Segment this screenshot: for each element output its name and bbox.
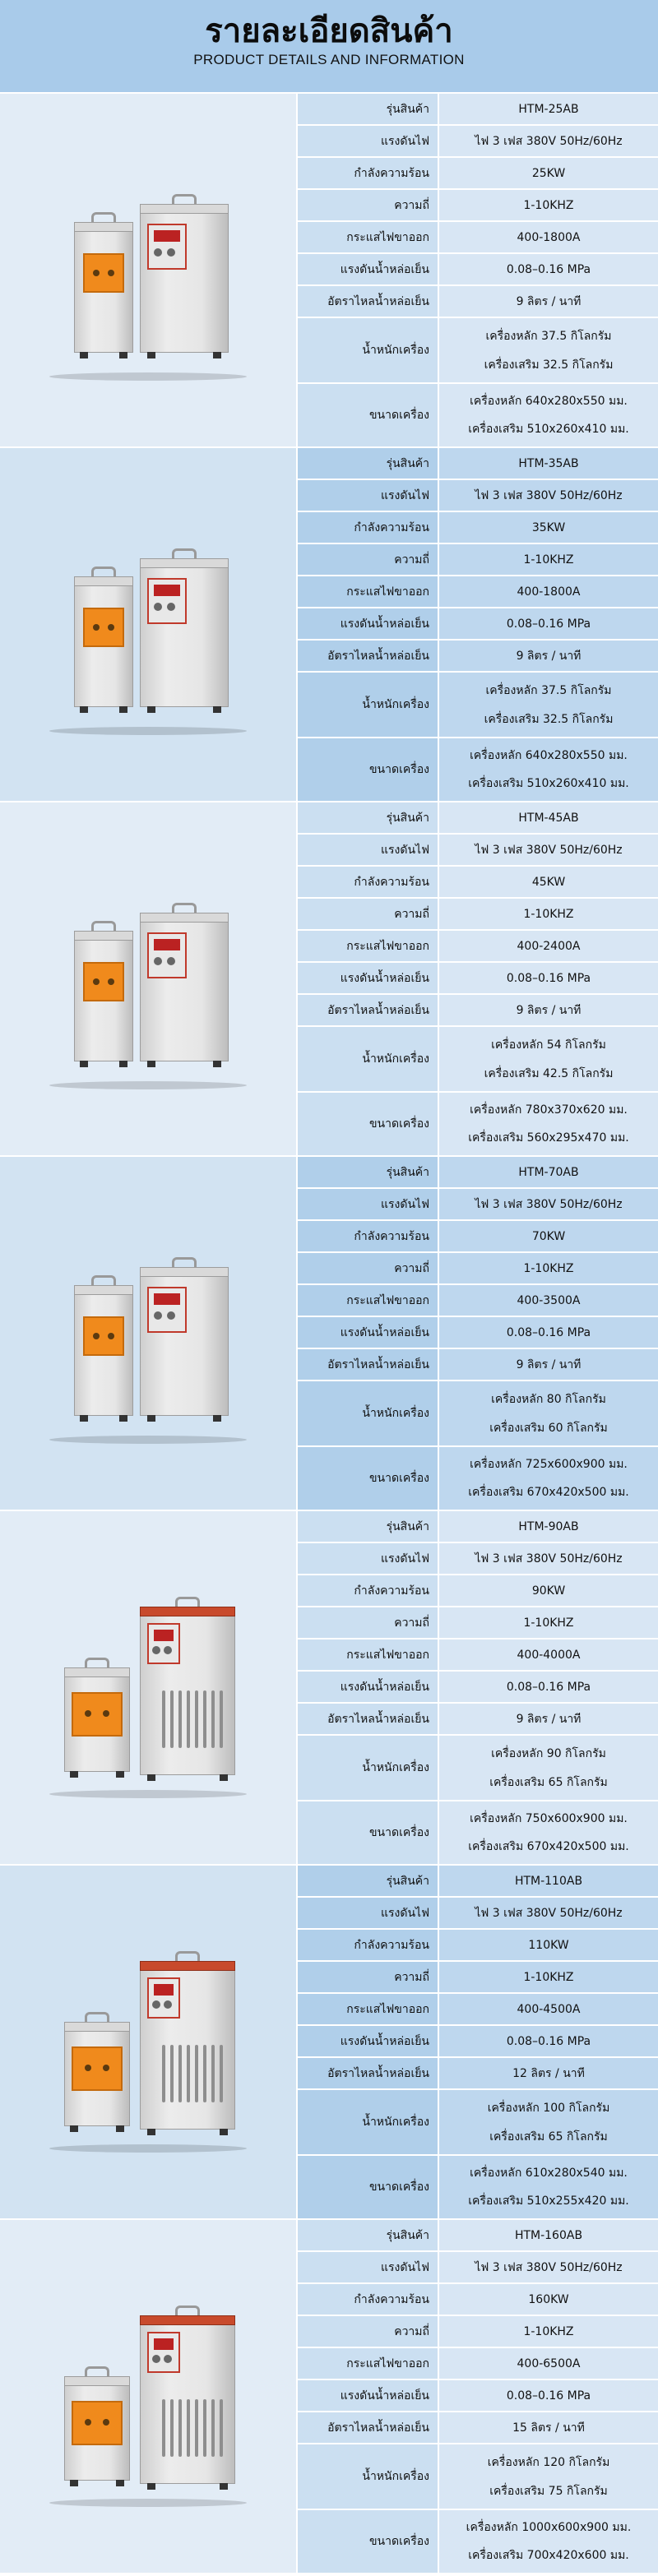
spec-row-dimensions: [298, 738, 658, 801]
spec-value-dimensions: [439, 738, 658, 801]
spec-value-cooling-pressure: 0.08–0.16 MPa: [439, 963, 658, 993]
spec-value-cooling-flow: 9 ลิตร / นาที: [439, 286, 658, 317]
spec-row-output-current: [298, 2348, 658, 2380]
spec-row-weight: [298, 2444, 658, 2510]
spec-value-power-supply: ไฟ 3 เฟส 380V 50Hz/60Hz: [439, 1543, 658, 1574]
spec-row-model: [298, 1511, 658, 1543]
spec-label: กระแสไฟขาออก: [298, 222, 439, 252]
spec-row-dimensions: [298, 2156, 658, 2218]
spec-value-model: HTM-45AB: [439, 802, 658, 833]
spec-row-frequency: [298, 899, 658, 931]
spec-value-frequency: 1-10KHZ: [439, 190, 658, 220]
spec-row-model: [298, 1157, 658, 1189]
spec-value-output-current: 400-4000A: [439, 1639, 658, 1670]
spec-value-aux: เครื่องเสริม 42.5 กิโลกรัม: [484, 1066, 614, 1080]
spec-value-main: เครื่องหลัก 750x600x900 มม.: [470, 1812, 628, 1825]
spec-label: แรงดันน้ำหล่อเย็น: [298, 1317, 439, 1348]
spec-label: ความถี่: [298, 190, 439, 220]
product-list: [0, 92, 658, 2573]
spec-label: รุ่นสินค้า: [298, 802, 439, 833]
spec-value-output-current: 400-1800A: [439, 576, 658, 607]
spec-row-model: [298, 448, 658, 480]
spec-row-output-current: [298, 931, 658, 963]
spec-value-main: เครื่องหลัก 780x370x620 มม.: [470, 1103, 628, 1117]
spec-row-power-supply: [298, 1189, 658, 1221]
spec-value-main: เครื่องหลัก 80 กิโลกรัม: [491, 1392, 606, 1406]
spec-row-weight: [298, 318, 658, 384]
spec-label: แรงดันน้ำหล่อเย็น: [298, 963, 439, 993]
spec-row-dimensions: [298, 384, 658, 446]
spec-label: กำลังความร้อน: [298, 158, 439, 188]
spec-row-weight: [298, 1381, 658, 1447]
induction-heater-image: [41, 1235, 255, 1432]
spec-row-cooling-flow: [298, 2412, 658, 2444]
spec-label: รุ่นสินค้า: [298, 1511, 439, 1542]
spec-value-heating-power: 35KW: [439, 512, 658, 543]
spec-label: อัตราไหลน้ำหล่อเย็น: [298, 286, 439, 317]
spec-row-power-supply: [298, 126, 658, 158]
spec-label: แรงดันไฟ: [298, 1543, 439, 1574]
spec-label: ความถี่: [298, 1962, 439, 1992]
spec-value-cooling-flow: 15 ลิตร / นาที: [439, 2412, 658, 2443]
spec-value-heating-power: 45KW: [439, 867, 658, 897]
spec-label: ขนาดเครื่อง: [298, 2156, 439, 2218]
spec-table: [298, 2220, 658, 2573]
induction-heater-image: [41, 881, 255, 1078]
spec-value-frequency: 1-10KHZ: [439, 899, 658, 929]
spec-label: น้ำหนักเครื่อง: [298, 1381, 439, 1445]
spec-label: กำลังความร้อน: [298, 512, 439, 543]
spec-value-aux: เครื่องเสริม 510x260x410 มม.: [468, 423, 629, 436]
spec-value-output-current: 400-3500A: [439, 1285, 658, 1316]
spec-value-weight: [439, 1381, 658, 1445]
spec-label: รุ่นสินค้า: [298, 1157, 439, 1187]
spec-label: กำลังความร้อน: [298, 2284, 439, 2315]
spec-row-output-current: [298, 1994, 658, 2026]
spec-row-model: [298, 94, 658, 126]
spec-value-power-supply: ไฟ 3 เฟส 380V 50Hz/60Hz: [439, 1898, 658, 1928]
spec-row-model: [298, 802, 658, 835]
spec-row-power-supply: [298, 480, 658, 512]
product-photo: [0, 448, 298, 801]
spec-value-dimensions: [439, 1801, 658, 1864]
spec-value-model: HTM-110AB: [439, 1866, 658, 1896]
spec-value-aux: เครื่องเสริม 60 กิโลกรัม: [489, 1421, 608, 1435]
spec-value-model: HTM-70AB: [439, 1157, 658, 1187]
spec-label: แรงดันไฟ: [298, 126, 439, 156]
spec-value-cooling-flow: 12 ลิตร / นาที: [439, 2058, 658, 2088]
spec-label: ความถี่: [298, 1607, 439, 1638]
spec-row-heating-power: [298, 2284, 658, 2316]
spec-table: [298, 802, 658, 1155]
spec-value-model: HTM-25AB: [439, 94, 658, 124]
spec-label: กำลังความร้อน: [298, 1575, 439, 1606]
spec-label: ความถี่: [298, 899, 439, 929]
spec-value-cooling-pressure: 0.08–0.16 MPa: [439, 1317, 658, 1348]
spec-value-power-supply: ไฟ 3 เฟส 380V 50Hz/60Hz: [439, 835, 658, 865]
spec-value-power-supply: ไฟ 3 เฟส 380V 50Hz/60Hz: [439, 2252, 658, 2282]
spec-row-output-current: [298, 1285, 658, 1317]
spec-value-aux: เครื่องเสริม 510x260x410 มม.: [468, 777, 629, 790]
spec-value-main: เครื่องหลัก 100 กิโลกรัม: [487, 2101, 610, 2115]
spec-table: [298, 448, 658, 801]
spec-value-weight: [439, 673, 658, 737]
spec-row-dimensions: [298, 1447, 658, 1510]
spec-value-dimensions: [439, 1093, 658, 1155]
spec-row-cooling-flow: [298, 2058, 658, 2090]
product-photo: [0, 802, 298, 1155]
spec-value-model: HTM-90AB: [439, 1511, 658, 1542]
spec-row-cooling-flow: [298, 286, 658, 318]
spec-label: น้ำหนักเครื่อง: [298, 2090, 439, 2154]
product-block: [0, 1510, 658, 1864]
spec-label: แรงดันไฟ: [298, 835, 439, 865]
spec-label: แรงดันไฟ: [298, 480, 439, 511]
spec-value-weight: [439, 2090, 658, 2154]
spec-label: กำลังความร้อน: [298, 1221, 439, 1251]
spec-label: แรงดันน้ำหล่อเย็น: [298, 2380, 439, 2411]
spec-label: อัตราไหลน้ำหล่อเย็น: [298, 1704, 439, 1734]
product-photo: [0, 1157, 298, 1510]
spec-value-heating-power: 110KW: [439, 1930, 658, 1960]
product-block: [0, 801, 658, 1155]
induction-heater-image: [41, 2298, 255, 2495]
spec-label: น้ำหนักเครื่อง: [298, 1027, 439, 1091]
spec-value-aux: เครื่องเสริม 65 กิโลกรัม: [489, 1775, 608, 1789]
spec-value-frequency: 1-10KHZ: [439, 1253, 658, 1283]
induction-heater-image: [41, 1589, 255, 1787]
spec-value-aux: เครื่องเสริม 560x295x470 มม.: [468, 1131, 629, 1145]
spec-value-weight: [439, 1736, 658, 1800]
spec-table: [298, 94, 658, 446]
spec-row-dimensions: [298, 2510, 658, 2573]
spec-row-heating-power: [298, 1221, 658, 1253]
spec-value-cooling-flow: 9 ลิตร / นาที: [439, 1704, 658, 1734]
spec-row-weight: [298, 1736, 658, 1801]
spec-value-output-current: 400-2400A: [439, 931, 658, 961]
product-block: [0, 1155, 658, 1510]
spec-value-power-supply: ไฟ 3 เฟส 380V 50Hz/60Hz: [439, 126, 658, 156]
spec-row-cooling-pressure: [298, 963, 658, 995]
spec-label: กระแสไฟขาออก: [298, 1994, 439, 2024]
spec-label: ขนาดเครื่อง: [298, 1093, 439, 1155]
spec-value-dimensions: [439, 2156, 658, 2218]
spec-value-heating-power: 90KW: [439, 1575, 658, 1606]
spec-value-weight: [439, 318, 658, 382]
spec-label: อัตราไหลน้ำหล่อเย็น: [298, 995, 439, 1025]
spec-row-cooling-pressure: [298, 608, 658, 641]
spec-value-frequency: 1-10KHZ: [439, 544, 658, 575]
spec-label: น้ำหนักเครื่อง: [298, 1736, 439, 1800]
spec-label: อัตราไหลน้ำหล่อเย็น: [298, 641, 439, 671]
spec-label: ขนาดเครื่อง: [298, 738, 439, 801]
spec-value-output-current: 400-6500A: [439, 2348, 658, 2379]
page-title: รายละเอียดสินค้า: [205, 12, 453, 50]
spec-value-heating-power: 70KW: [439, 1221, 658, 1251]
spec-row-heating-power: [298, 867, 658, 899]
page-subtitle: PRODUCT DETAILS AND INFORMATION: [193, 52, 465, 67]
induction-heater-image: [41, 1944, 255, 2141]
spec-value-main: เครื่องหลัก 640x280x550 มม.: [470, 749, 628, 762]
spec-value-cooling-pressure: 0.08–0.16 MPa: [439, 1672, 658, 1702]
spec-row-heating-power: [298, 512, 658, 544]
product-photo: [0, 1866, 298, 2218]
spec-label: แรงดันน้ำหล่อเย็น: [298, 254, 439, 284]
spec-value-main: เครื่องหลัก 120 กิโลกรัม: [487, 2455, 610, 2469]
spec-row-frequency: [298, 544, 658, 576]
spec-row-cooling-flow: [298, 1349, 658, 1381]
spec-label: อัตราไหลน้ำหล่อเย็น: [298, 1349, 439, 1380]
spec-label: น้ำหนักเครื่อง: [298, 318, 439, 382]
spec-value-power-supply: ไฟ 3 เฟส 380V 50Hz/60Hz: [439, 1189, 658, 1219]
spec-label: กำลังความร้อน: [298, 1930, 439, 1960]
product-photo: [0, 2220, 298, 2573]
spec-label: กระแสไฟขาออก: [298, 2348, 439, 2379]
spec-row-dimensions: [298, 1801, 658, 1864]
spec-row-output-current: [298, 222, 658, 254]
spec-row-cooling-pressure: [298, 254, 658, 286]
spec-value-main: เครื่องหลัก 54 กิโลกรัม: [491, 1038, 606, 1052]
spec-value-main: เครื่องหลัก 90 กิโลกรัม: [491, 1746, 606, 1760]
spec-label: กระแสไฟขาออก: [298, 931, 439, 961]
spec-value-aux: เครื่องเสริม 32.5 กิโลกรัม: [484, 712, 614, 726]
spec-value-dimensions: [439, 2510, 658, 2573]
spec-value-cooling-pressure: 0.08–0.16 MPa: [439, 2026, 658, 2056]
spec-label: แรงดันน้ำหล่อเย็น: [298, 2026, 439, 2056]
spec-row-power-supply: [298, 1543, 658, 1575]
spec-table: [298, 1511, 658, 1864]
spec-row-frequency: [298, 2316, 658, 2348]
spec-value-aux: เครื่องเสริม 65 กิโลกรัม: [489, 2130, 608, 2144]
spec-label: แรงดันไฟ: [298, 1898, 439, 1928]
spec-value-aux: เครื่องเสริม 510x255x420 มม.: [468, 2194, 629, 2208]
spec-label: รุ่นสินค้า: [298, 1866, 439, 1896]
spec-label: ขนาดเครื่อง: [298, 384, 439, 446]
product-photo: [0, 1511, 298, 1864]
spec-row-power-supply: [298, 835, 658, 867]
spec-row-heating-power: [298, 1930, 658, 1962]
spec-value-output-current: 400-1800A: [439, 222, 658, 252]
spec-row-weight: [298, 1027, 658, 1093]
spec-value-aux: เครื่องเสริม 700x420x600 มม.: [468, 2549, 629, 2562]
spec-value-cooling-pressure: 0.08–0.16 MPa: [439, 608, 658, 639]
induction-heater-image: [41, 526, 255, 724]
product-photo: [0, 94, 298, 446]
spec-row-model: [298, 1866, 658, 1898]
spec-label: แรงดันน้ำหล่อเย็น: [298, 608, 439, 639]
spec-label: น้ำหนักเครื่อง: [298, 2444, 439, 2509]
spec-value-heating-power: 160KW: [439, 2284, 658, 2315]
spec-row-model: [298, 2220, 658, 2252]
spec-row-output-current: [298, 1639, 658, 1672]
spec-value-aux: เครื่องเสริม 75 กิโลกรัม: [489, 2484, 608, 2498]
induction-heater-image: [41, 172, 255, 369]
spec-label: อัตราไหลน้ำหล่อเย็น: [298, 2412, 439, 2443]
spec-row-cooling-flow: [298, 641, 658, 673]
spec-label: น้ำหนักเครื่อง: [298, 673, 439, 737]
spec-value-frequency: 1-10KHZ: [439, 1962, 658, 1992]
spec-value-main: เครื่องหลัก 37.5 กิโลกรัม: [485, 683, 612, 697]
spec-value-aux: เครื่องเสริม 32.5 กิโลกรัม: [484, 358, 614, 372]
spec-value-model: HTM-160AB: [439, 2220, 658, 2250]
spec-value-output-current: 400-4500A: [439, 1994, 658, 2024]
page-header: [0, 0, 658, 92]
spec-row-dimensions: [298, 1093, 658, 1155]
spec-value-cooling-flow: 9 ลิตร / นาที: [439, 995, 658, 1025]
product-block: [0, 446, 658, 801]
spec-label: แรงดันไฟ: [298, 1189, 439, 1219]
spec-row-frequency: [298, 1607, 658, 1639]
spec-row-power-supply: [298, 2252, 658, 2284]
spec-row-cooling-pressure: [298, 1317, 658, 1349]
spec-value-model: HTM-35AB: [439, 448, 658, 479]
spec-value-frequency: 1-10KHZ: [439, 2316, 658, 2347]
spec-value-frequency: 1-10KHZ: [439, 1607, 658, 1638]
spec-value-main: เครื่องหลัก 1000x600x900 มม.: [466, 2521, 632, 2534]
spec-value-weight: [439, 1027, 658, 1091]
spec-table: [298, 1157, 658, 1510]
spec-row-heating-power: [298, 158, 658, 190]
spec-row-frequency: [298, 1962, 658, 1994]
spec-row-heating-power: [298, 1575, 658, 1607]
spec-value-aux: เครื่องเสริม 670x420x500 มม.: [468, 1840, 629, 1853]
spec-row-cooling-flow: [298, 995, 658, 1027]
spec-row-weight: [298, 2090, 658, 2156]
spec-value-cooling-pressure: 0.08–0.16 MPa: [439, 254, 658, 284]
spec-label: กระแสไฟขาออก: [298, 1639, 439, 1670]
spec-label: รุ่นสินค้า: [298, 94, 439, 124]
spec-table: [298, 1866, 658, 2218]
spec-row-cooling-pressure: [298, 1672, 658, 1704]
spec-row-output-current: [298, 576, 658, 608]
spec-value-cooling-flow: 9 ลิตร / นาที: [439, 641, 658, 671]
spec-value-main: เครื่องหลัก 725x600x900 มม.: [470, 1458, 628, 1471]
spec-label: รุ่นสินค้า: [298, 448, 439, 479]
product-block: [0, 1864, 658, 2218]
spec-row-cooling-pressure: [298, 2380, 658, 2412]
spec-label: กำลังความร้อน: [298, 867, 439, 897]
spec-value-dimensions: [439, 1447, 658, 1510]
spec-label: รุ่นสินค้า: [298, 2220, 439, 2250]
spec-value-aux: เครื่องเสริม 670x420x500 มม.: [468, 1486, 629, 1499]
spec-row-cooling-pressure: [298, 2026, 658, 2058]
spec-row-weight: [298, 673, 658, 738]
spec-label: ขนาดเครื่อง: [298, 2510, 439, 2573]
spec-label: กระแสไฟขาออก: [298, 1285, 439, 1316]
spec-row-cooling-flow: [298, 1704, 658, 1736]
spec-label: ความถี่: [298, 1253, 439, 1283]
spec-label: แรงดันน้ำหล่อเย็น: [298, 1672, 439, 1702]
product-block: [0, 2218, 658, 2573]
spec-value-main: เครื่องหลัก 640x280x550 มม.: [470, 395, 628, 408]
spec-row-frequency: [298, 190, 658, 222]
spec-label: ความถี่: [298, 2316, 439, 2347]
spec-value-main: เครื่องหลัก 37.5 กิโลกรัม: [485, 329, 612, 343]
spec-value-cooling-flow: 9 ลิตร / นาที: [439, 1349, 658, 1380]
spec-value-cooling-pressure: 0.08–0.16 MPa: [439, 2380, 658, 2411]
spec-label: ความถี่: [298, 544, 439, 575]
spec-label: ขนาดเครื่อง: [298, 1801, 439, 1864]
spec-row-frequency: [298, 1253, 658, 1285]
spec-label: แรงดันไฟ: [298, 2252, 439, 2282]
spec-value-heating-power: 25KW: [439, 158, 658, 188]
product-block: [0, 92, 658, 446]
spec-row-power-supply: [298, 1898, 658, 1930]
spec-value-dimensions: [439, 384, 658, 446]
spec-value-weight: [439, 2444, 658, 2509]
spec-value-power-supply: ไฟ 3 เฟส 380V 50Hz/60Hz: [439, 480, 658, 511]
spec-label: กระแสไฟขาออก: [298, 576, 439, 607]
spec-value-main: เครื่องหลัก 610x280x540 มม.: [470, 2167, 628, 2180]
spec-label: อัตราไหลน้ำหล่อเย็น: [298, 2058, 439, 2088]
spec-label: ขนาดเครื่อง: [298, 1447, 439, 1510]
